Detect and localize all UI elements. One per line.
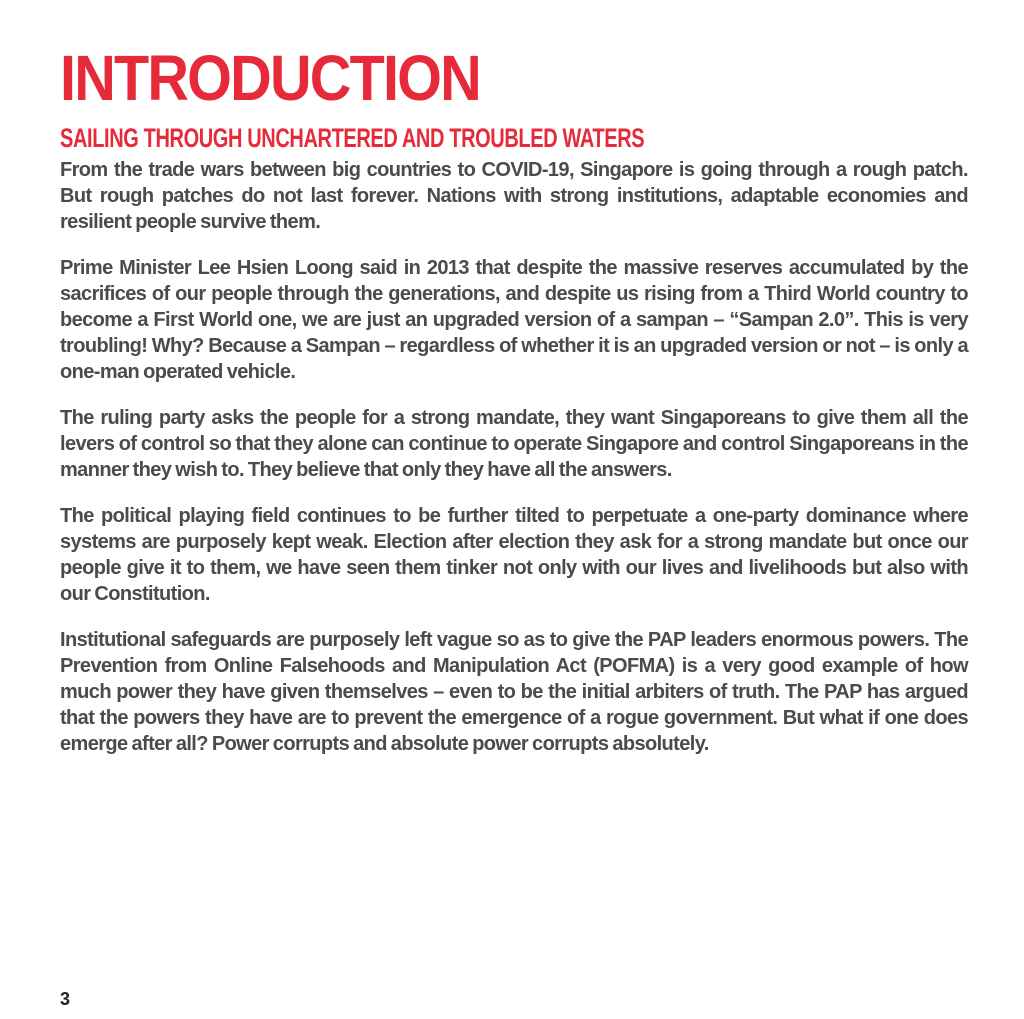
page-number: 3 [60,989,71,1009]
paragraph-1: From the trade wars between big countries to COVID-19, Singapore is going through a rough patch. But rough patches do not last forever. Nations with strong institutions, adaptable economies and resilient people survive them. [60,159,968,233]
document-page [60,38,968,777]
page-title: INTRODUCTION [60,42,480,114]
body-text [60,157,968,757]
paragraph-5: Institutional safeguards are purposely left vague so as to give the PAP leaders enormous powers. The Prevention from Online Falsehoods and Manipulation Act (POFMA) is a very good example of how much power they have given themselves – even to be the initial arbiters of truth. The PAP has argued that the powers they have are to prevent the emergence of a rogue government. But what if one does emerge after all? Power corrupts and absolute power corrupts absolutely. [60,629,968,755]
paragraph-4: The political playing field continues to be further tilted to perpetuate a one-party dominance where systems are purposely kept weak. Election after election they ask for a strong mandate but once our people give it to them, we have seen them tinker not only with our lives and livelihoods but also with our Constitution. [60,505,968,605]
paragraph-2: Prime Minister Lee Hsien Loong said in 2013 that despite the massive reserves accumulated by the sacrifices of our people through the generations, and despite us rising from a Third World country to become a First World one, we are just an upgraded version of a sampan – “Sampan 2.0”. This is very troubling! Why? Because a Sampan – regardless of whether it is an upgraded version or not – is only a one-man operated vehicle. [60,257,968,383]
section-subtitle: SAILING THROUGH UNCHARTERED AND TROUBLED WATERS [60,123,645,153]
paragraph-3: The ruling party asks the people for a strong mandate, they want Singaporeans to give them all the levers of control so that they alone can continue to operate Singapore and control Singaporeans in the manner they wish to. They believe that only they have all the answers. [60,407,968,481]
